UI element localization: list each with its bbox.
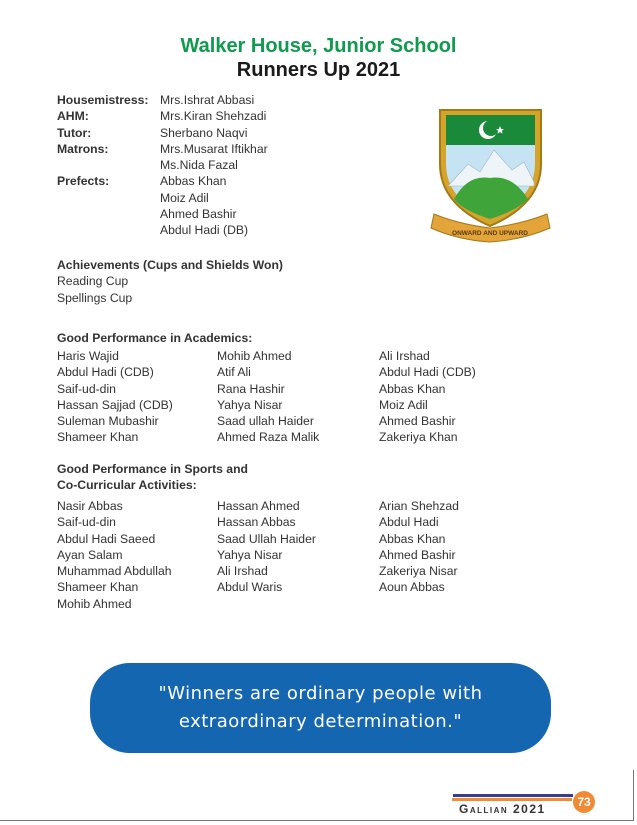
student-name: Abdul Hadi <box>379 515 439 530</box>
sports-heading <box>57 461 248 494</box>
staff-role-label: Matrons: <box>57 141 109 156</box>
name-column <box>379 348 476 446</box>
quote-banner <box>90 663 551 753</box>
staff-row <box>57 173 268 189</box>
student-name: Abdul Waris <box>217 580 283 595</box>
staff-row <box>57 141 268 157</box>
student-name: Ali Irshad <box>217 564 268 579</box>
staff-row <box>57 108 268 124</box>
staff-role-label: Housemistress: <box>57 93 149 107</box>
staff-name: Moiz Adil <box>160 190 209 205</box>
name-column <box>379 498 459 612</box>
achievements-heading: Achievements (Cups and Shields Won) <box>57 258 283 272</box>
staff-name: Ahmed Bashir <box>160 207 237 222</box>
student-name: Atif Ali <box>217 365 251 380</box>
staff-name: Sherbano Naqvi <box>160 125 248 140</box>
name-column <box>217 498 379 612</box>
staff-name: Mrs.Ishrat Abbasi <box>160 93 255 107</box>
staff-list <box>57 92 268 239</box>
student-name: Hassan Abbas <box>217 515 296 530</box>
student-name: Ayan Salam <box>57 547 123 562</box>
quote-line1: "Winners are ordinary people with <box>158 683 483 704</box>
staff-role-label <box>57 157 160 173</box>
student-name: Saif-ud-din <box>57 515 116 530</box>
student-name: Hassan Sajjad (CDB) <box>57 397 173 412</box>
staff-row <box>57 206 268 222</box>
name-column <box>57 498 217 612</box>
staff-row <box>57 190 268 206</box>
student-name: Shameer Khan <box>57 430 139 445</box>
sports-heading-line2: Co-Curricular Activities: <box>57 478 197 493</box>
staff-name: Ms.Nida Fazal <box>160 158 238 173</box>
student-name: Yahya Nisar <box>217 397 283 412</box>
student-name: Saad ullah Haider <box>217 414 314 429</box>
staff-role-label: Tutor: <box>57 125 92 140</box>
footer-border <box>0 820 634 821</box>
academics-heading-text: Good Performance in Academics: <box>57 331 253 345</box>
staff-role-label <box>57 190 160 206</box>
student-name: Hassan Ahmed <box>217 499 300 513</box>
achievements-section <box>57 257 283 306</box>
student-name: Moiz Adil <box>379 397 428 412</box>
crest-motto: ONWARD AND UPWARD <box>452 230 528 237</box>
quote-line2: extraordinary determination." <box>178 711 463 732</box>
staff-name: Abdul Hadi (DB) <box>160 223 249 238</box>
page-subtitle: Runners Up 2021 <box>236 59 401 81</box>
student-name: Ahmed Raza Malik <box>217 430 320 445</box>
student-name: Suleman Mubashir <box>57 414 159 429</box>
student-name: Shameer Khan <box>57 580 139 595</box>
staff-role-label <box>57 206 160 222</box>
staff-row <box>57 222 268 238</box>
sports-list <box>57 498 459 612</box>
staff-row <box>57 92 268 108</box>
student-name: Mohib Ahmed <box>217 349 292 363</box>
page-title: Walker House, Junior School <box>180 35 457 57</box>
name-column <box>217 348 379 446</box>
school-crest-icon <box>428 104 553 244</box>
student-name: Yahya Nisar <box>217 547 283 562</box>
student-name: Ahmed Bashir <box>379 547 456 562</box>
footer-rule-blue <box>453 794 573 797</box>
name-column <box>57 348 217 446</box>
student-name: Rana Hashir <box>217 381 285 396</box>
footer-border <box>633 770 634 820</box>
academics-list <box>57 348 476 446</box>
staff-role-label <box>57 222 160 238</box>
student-name: Zakeriya Nisar <box>379 564 458 579</box>
publication-name: Gallian 2021 <box>459 802 546 816</box>
student-name: Nasir Abbas <box>57 499 123 513</box>
student-name: Abbas Khan <box>379 531 446 546</box>
student-name: Arian Shehzad <box>379 499 459 513</box>
student-name: Mohib Ahmed <box>57 596 132 611</box>
achievement-item: Spellings Cup <box>57 290 133 305</box>
staff-name: Mrs.Musarat Iftikhar <box>160 141 268 156</box>
student-name: Haris Wajid <box>57 349 119 363</box>
student-name: Ahmed Bashir <box>379 414 456 429</box>
staff-row <box>57 125 268 141</box>
student-name: Abdul Hadi Saeed <box>57 531 156 546</box>
staff-role-label: AHM: <box>57 109 89 124</box>
footer-rule-orange <box>452 798 572 801</box>
sports-heading-line1: Good Performance in Sports and <box>57 462 248 476</box>
page-number-badge: 73 <box>573 791 595 813</box>
academics-heading <box>57 330 252 346</box>
student-name: Saad Ullah Haider <box>217 531 316 546</box>
student-name: Abdul Hadi (CDB) <box>57 365 154 380</box>
student-name: Ali Irshad <box>379 349 430 363</box>
student-name: Abdul Hadi (CDB) <box>379 365 476 380</box>
student-name: Muhammad Abdullah <box>57 564 172 579</box>
student-name: Zakeriya Khan <box>379 430 458 445</box>
staff-name: Abbas Khan <box>160 174 227 189</box>
student-name: Abbas Khan <box>379 381 446 396</box>
student-name: Aoun Abbas <box>379 580 445 595</box>
student-name: Saif-ud-din <box>57 381 116 396</box>
staff-name: Mrs.Kiran Shehzadi <box>160 109 267 124</box>
staff-row <box>57 157 268 173</box>
achievement-item: Reading Cup <box>57 274 129 289</box>
staff-role-label: Prefects: <box>57 174 110 189</box>
